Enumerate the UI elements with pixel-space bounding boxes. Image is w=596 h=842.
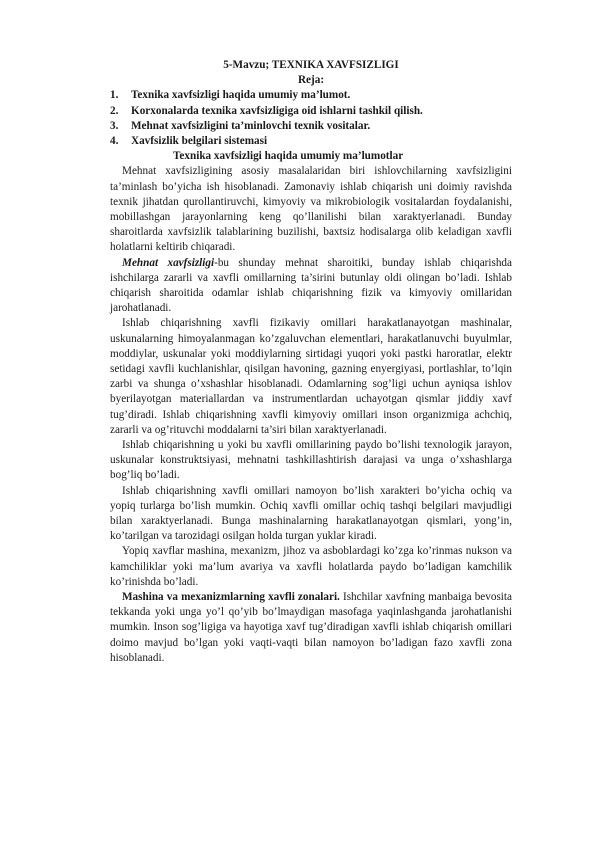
document-page [110,58,512,666]
paragraph-factor-origin: Ishlab chiqarishning u yoki bu xavfli omillarining paydo bo’lishi texnologik jarayon, uskunalar konstruktsiyasi, mehnatni tashkillashtirish darajasi va unga o’xshashlarga bog’liq bo’ladi. [110,438,512,482]
plan-list [110,88,512,149]
plan-item-text: Xavfsizlik belgilari sistemasi [131,134,268,147]
plan-item-text: Korxonalarda texnika xavfsizligiga oid ishlarni tashkil qilish. [131,104,423,117]
paragraph-definition [110,256,512,317]
plan-item-text: Mehnat xavfsizligini ta’minlovchi texnik vositalar. [131,119,371,132]
plan-heading: Reja: [297,74,325,87]
definition-text: -bu shunday mehnat sharoitiki, bunday ishlab chiqarishda ishchilarga zararli va xavfli omillarning ta’sirini butunlay oldi olingan bo’ladi. Ishlab chiqarish sharoitida odamlar ishlab chiqarishning fizik va kimyoviy omillaridan jarohatlanadi. [110,256,512,315]
plan-item [110,119,512,134]
section-heading: Texnika xavfsizligi haqida umumiy ma’lumotlar [173,150,404,163]
paragraph-hidden-hazards: Yopiq xavflar mashina, mexanizm, jihoz va asboblardagi ko’zga ko’rinmas nukson va kamchiliklar yoki ma’lum avariya va xavfli holatlarda paydo bo’ladigan kamchilik ko’rinishda bo’ladi. [110,545,512,588]
plan-item-number: 2. [110,104,119,117]
paragraph-open-closed: Ishlab chiqarishning xavfli omillari namoyon bo’lish xarakteri bo’yicha ochiq va yopiq turlarga bo’lish mumkin. Ochiq xavfli omillar ochiq tashqi belgilari mavjudligi bilan xaraktyerlanadi. Bunga mashinalarning harakatlanayotgan qismlari, yong’in, ko’tarilgan va tarozidagi osilgan holda turgan yuklar kiradi. [110,484,512,543]
plan-item-text: Texnika xavfsizligi haqida umumiy ma’lumot. [131,89,351,102]
danger-zones-heading: Mashina va mexanizmlarning xavfli zonalari. [122,591,340,603]
document-title: 5-Mavzu; TEXNIKA XAVFSIZLIGI [223,59,399,71]
plan-item-number: 3. [110,119,119,132]
plan-item [110,104,512,119]
paragraph-physical-factors: Ishlab chiqarishning xavfli fizikaviy omillari harakatlanayotgan mashinalar, uskunalarning himoyalanmagan ko’zgaluvchan elementlari, harakatlanuvchi buyulmlar, moddiylar, uskunalar yoki moddiylarning sirtidagi yuqori yoki pastki haroratlar, elektr setidagi xavfli kuchlanishlar, qisilgan havoning, gazning enyergiyasi, portlashlar, to’lqin zarbi va shunga o’xshashlar hisoblanadi. Odamlarning sog’ligi uchun ayniqsa ishlov byerilayotgan materiallardan va instrumentlardan uchayotgan qismlar jiddiy xavf tug’diradi. Ishlab chiqarishning xavfli kimyoviy omillari inson organizmiga achchiq, zararli va og’rituvchi moddalarni ta’siri bilan xaraktyerlanadi. [110,317,512,436]
plan-item-number: 4. [110,134,119,147]
paragraph-danger-zones [110,590,512,666]
defined-term: Mehnat xavfsizligi [122,256,215,269]
plan-item [110,88,512,103]
plan-item [110,134,512,149]
plan-item-number: 1. [110,89,119,102]
danger-zones-text: Ishchilar xavfning manbaiga bevosita tekkanda yoki unga yo’l qo’yib bo’lmaydigan masofaga yaqinlashganda jarohatlanishi mumkin. Inson sog’ligiga va hayotiga xavf tug’diradigan xavfli ishlab chiqarish omillari doimo mavjud bo’lgan yoki vaqti-vaqti bilan namoyon bo’ladigan fazo xavfli zona hisoblanadi. [110,591,512,664]
paragraph-intro: Mehnat xavfsizligining asosiy masalalaridan biri ishlovchilarning xavfsizligini ta’minlash bo’yicha ish hisoblanadi. Zamonaviy ishlab chiqarish uni doimiy ravishda texnik jihatdan qurollantiruvchi, kimyoviy va mikrobiologik vositalardan foydalanishi, mobillashgan jarayonlarning keng qo’llanilishi bilan xaraktyerlanadi. Bunday sharoitlarda xavfsizlik talablarining buzilishi, baxtsiz hodisalarga olib keladigan xavfli holatlarni keltirib chiqaradi. [110,165,512,254]
